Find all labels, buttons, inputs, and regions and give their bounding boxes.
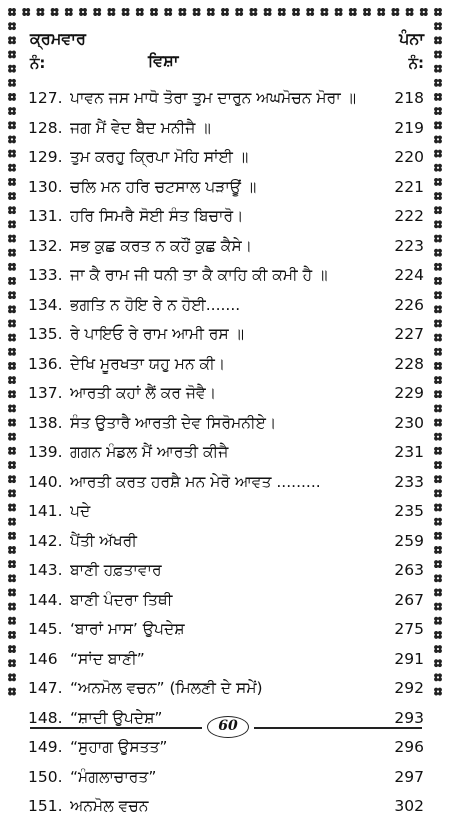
border-flower — [8, 518, 16, 526]
border-flower — [434, 645, 442, 653]
border-flower — [107, 8, 115, 16]
item-page: 231 — [394, 443, 424, 461]
list-item — [28, 114, 424, 144]
list-item — [28, 291, 424, 321]
border-flower — [434, 348, 442, 356]
item-number: 141. — [28, 502, 63, 520]
page-column-header: ਪੰਨਾ — [399, 29, 424, 48]
item-title: “ਮੰਗਲਾਚਾਰਤ” — [70, 767, 157, 786]
border-flower — [434, 489, 442, 497]
item-number: 144. — [28, 590, 63, 609]
border-flower — [434, 518, 442, 526]
border-flower — [434, 475, 442, 483]
item-page: 230 — [394, 413, 424, 432]
item-title: ਅਨਮੋਲ ਵਚਨ — [70, 797, 149, 815]
border-flower — [8, 419, 16, 427]
border-flower — [434, 504, 442, 512]
border-flower — [434, 235, 442, 243]
border-flower — [434, 617, 442, 625]
border-flower — [8, 390, 16, 398]
border-flower — [434, 206, 442, 214]
item-title: ਪਦੇ — [70, 502, 91, 520]
list-item — [28, 645, 424, 675]
border-flower — [8, 348, 16, 356]
list-item — [28, 674, 424, 704]
list-item — [28, 379, 424, 409]
border-flower — [434, 93, 442, 101]
item-page: 218 — [394, 89, 424, 107]
page-column-subheader: ਨੰ: — [408, 54, 424, 72]
border-flower — [434, 659, 442, 667]
border-flower — [434, 404, 442, 412]
border-flower — [221, 8, 229, 16]
border-flower — [8, 362, 16, 370]
border-flower — [8, 206, 16, 214]
border-flower — [122, 8, 130, 16]
border-flower — [434, 178, 442, 186]
border-flower — [434, 376, 442, 384]
border-flower — [93, 8, 101, 16]
footer-rule-right — [254, 727, 422, 729]
item-page: 296 — [394, 738, 424, 756]
border-flower — [434, 51, 442, 59]
item-title: ਜਗ ਮੈਂ ਵੇਦ ਬੈਦ ਮਨੀਜੈ ॥ — [70, 118, 211, 137]
border-flower — [278, 8, 286, 16]
item-page: 291 — [394, 649, 424, 668]
border-flower — [8, 447, 16, 455]
item-page: 233 — [394, 472, 424, 491]
item-page: 263 — [394, 561, 424, 579]
border-flower — [434, 631, 442, 639]
item-page: 302 — [394, 797, 424, 815]
item-title: ‘ਬਾਰਾਂ ਮਾਸ’ ਉਪਦੇਸ਼ — [70, 620, 185, 638]
list-item — [28, 350, 424, 380]
page-footer — [0, 715, 450, 741]
item-number: 150. — [28, 767, 63, 786]
border-flower — [8, 475, 16, 483]
border-flower — [434, 8, 442, 16]
item-title: ਹਰਿ ਸਿਮਰੈ ਸੋਈ ਸੰਤ ਬਿਚਾਰੋ। — [70, 207, 244, 225]
border-flower — [8, 659, 16, 667]
border-flower — [8, 51, 16, 59]
border-flower — [8, 93, 16, 101]
border-flower — [8, 121, 16, 129]
border-flower — [264, 8, 272, 16]
border-flower — [8, 79, 16, 87]
item-number: 149. — [28, 738, 63, 756]
border-flower — [65, 8, 73, 16]
border-flower — [8, 461, 16, 469]
border-flower — [434, 249, 442, 257]
border-flower — [8, 164, 16, 172]
border-flower — [434, 588, 442, 596]
item-page: 226 — [394, 295, 424, 314]
item-number: 147. — [28, 679, 63, 697]
border-flower — [207, 8, 215, 16]
item-title: “ਅਨਮੋਲ ਵਚਨ” (ਮਿਲਣੀ ਦੇ ਸਮੇਂ) — [70, 679, 263, 697]
item-number: 137. — [28, 384, 63, 402]
item-number: 151. — [28, 797, 63, 815]
border-flower — [8, 560, 16, 568]
item-title: ਸੰਤ ਉਤਾਰੈ ਆਰਤੀ ਦੇਵ ਸਿਰੋਮਨੀਏ। — [70, 413, 277, 432]
item-number: 145. — [28, 620, 63, 638]
item-title: ਆਰਤੀ ਕਹਾਂ ਲੈਂ ਕਰ ਜੋਵੈ। — [70, 384, 217, 402]
item-page: 235 — [394, 502, 424, 520]
item-page: 292 — [394, 679, 424, 697]
item-number: 146 — [28, 649, 58, 668]
border-flower — [8, 631, 16, 639]
item-title: ਜਾ ਕੈ ਰਾਮ ਜੀ ਧਨੀ ਤਾ ਕੈ ਕਾਹਿ ਕੀ ਕਮੀ ਹੈ ॥ — [70, 266, 328, 284]
border-flower — [8, 150, 16, 158]
list-item — [28, 173, 424, 203]
item-number: 148. — [28, 708, 63, 727]
border-flower — [150, 8, 158, 16]
item-number: 128. — [28, 118, 63, 137]
border-flower — [8, 688, 16, 696]
item-number: 127. — [28, 89, 63, 107]
footer-rule-left — [30, 727, 202, 729]
item-title: ਤੁਮ ਕਰਹੁ ਕ੍ਰਿਪਾ ਮੋਹਿ ਸਾਂਈ ॥ — [70, 148, 249, 166]
item-number: 129. — [28, 148, 63, 166]
table-header — [30, 28, 424, 74]
item-number: 136. — [28, 354, 63, 373]
item-page: 222 — [394, 207, 424, 225]
border-flower — [8, 305, 16, 313]
border-flower — [434, 121, 442, 129]
item-number: 138. — [28, 413, 63, 432]
border-flower — [434, 79, 442, 87]
border-flower — [434, 305, 442, 313]
border-flower — [434, 546, 442, 554]
list-item — [28, 438, 424, 468]
border-flower — [434, 334, 442, 342]
item-page: 267 — [394, 590, 424, 609]
list-item — [28, 792, 424, 822]
border-flower — [434, 291, 442, 299]
border-flower — [434, 36, 442, 44]
border-flower — [8, 433, 16, 441]
border-flower — [434, 220, 442, 228]
item-number: 142. — [28, 531, 63, 550]
border-flower — [434, 164, 442, 172]
border-flower — [434, 603, 442, 611]
list-item — [28, 527, 424, 557]
border-flower — [178, 8, 186, 16]
border-flower — [51, 8, 59, 16]
border-flower — [22, 8, 30, 16]
list-item — [28, 763, 424, 793]
item-page: 221 — [394, 177, 424, 196]
border-flower — [249, 8, 257, 16]
item-number: 132. — [28, 236, 63, 255]
list-item — [28, 615, 424, 645]
border-flower — [8, 277, 16, 285]
border-flower — [8, 617, 16, 625]
border-flower — [434, 532, 442, 540]
item-page: 229 — [394, 384, 424, 402]
item-page: 293 — [394, 708, 424, 727]
border-flower — [434, 574, 442, 582]
border-flower — [335, 8, 343, 16]
item-title: ਚਲਿ ਮਨ ਹਰਿ ਚਟਸਾਲ ਪੜਾਊਂ ॥ — [70, 177, 257, 196]
border-flower — [8, 36, 16, 44]
border-flower — [434, 107, 442, 115]
border-flower — [8, 588, 16, 596]
border-flower — [434, 192, 442, 200]
item-number: 139. — [28, 443, 63, 461]
border-flower — [306, 8, 314, 16]
item-title: ਪਾਵਨ ਜਸ ਮਾਧੋ ਤੋਰਾ ਤੁਮ ਦਾਰੁਨ ਅਘਮੋਚਨ ਮੋਰਾ ॥ — [70, 89, 357, 107]
border-flower — [434, 560, 442, 568]
list-item — [28, 468, 424, 498]
border-flower — [434, 65, 442, 73]
border-flower — [292, 8, 300, 16]
item-number: 143. — [28, 561, 63, 579]
border-flower — [8, 220, 16, 228]
border-flower — [434, 135, 442, 143]
border-flower — [434, 673, 442, 681]
contents-list — [28, 84, 424, 822]
border-flower — [8, 376, 16, 384]
serial-column-subheader: ਨੰ: — [30, 54, 46, 72]
border-flower — [320, 8, 328, 16]
border-flower — [235, 8, 243, 16]
list-item — [28, 409, 424, 439]
item-number: 131. — [28, 207, 63, 225]
list-item — [28, 261, 424, 291]
border-flower — [8, 8, 16, 16]
border-flower — [434, 263, 442, 271]
item-title: ਬਾਣੀ ਪੰਦਰਾ ਤਿਥੀ — [70, 590, 173, 609]
item-title: ਪੈਂਤੀ ਅੱਖਰੀ — [70, 531, 137, 550]
list-item — [28, 202, 424, 232]
list-item — [28, 143, 424, 173]
border-flower — [8, 546, 16, 554]
border-flower — [406, 8, 414, 16]
item-page: 219 — [394, 118, 424, 137]
list-item — [28, 556, 424, 586]
border-flower — [193, 8, 201, 16]
list-item — [28, 84, 424, 114]
border-flower — [8, 645, 16, 653]
border-flower — [8, 320, 16, 328]
border-flower — [8, 135, 16, 143]
border-flower — [434, 22, 442, 30]
item-title: “ਸਾਂਦ ਬਾਣੀ” — [70, 649, 145, 668]
list-item — [28, 586, 424, 616]
border-flower — [349, 8, 357, 16]
serial-column-header: ਕ੍ਰਮਵਾਰ — [30, 29, 86, 48]
border-flower — [8, 603, 16, 611]
item-title: ਦੇਖਿ ਮੂਰਖਤਾ ਯਹੁ ਮਨ ਕੀ। — [70, 354, 226, 373]
item-title: “ਸੁਹਾਗ ਉਸਤਤ” — [70, 738, 168, 756]
item-title: ਗਗਨ ਮੰਡਲ ਮੈਂ ਆਰਤੀ ਕੀਜੈ — [70, 443, 229, 461]
item-title: ਰੇ ਪਾਇਓ ਰੇ ਰਾਮ ਆਮੀ ਰਸ ॥ — [70, 325, 245, 343]
item-number: 130. — [28, 177, 63, 196]
list-item — [28, 232, 424, 262]
border-flower — [434, 320, 442, 328]
border-flower — [420, 8, 428, 16]
border-flower — [8, 22, 16, 30]
border-flower — [434, 419, 442, 427]
border-flower — [8, 65, 16, 73]
item-page: 223 — [394, 236, 424, 255]
item-number: 133. — [28, 266, 63, 284]
border-flower — [8, 574, 16, 582]
border-flower — [434, 277, 442, 285]
border-flower — [8, 291, 16, 299]
border-flower — [391, 8, 399, 16]
item-page: 275 — [394, 620, 424, 638]
item-page: 227 — [394, 325, 424, 343]
border-flower — [164, 8, 172, 16]
border-flower — [36, 8, 44, 16]
item-title: “ਸ਼ਾਦੀ ਉਪਦੇਸ਼” — [70, 708, 163, 727]
border-flower — [434, 150, 442, 158]
item-page: 228 — [394, 354, 424, 373]
border-flower — [8, 334, 16, 342]
border-flower — [8, 504, 16, 512]
border-flower — [8, 249, 16, 257]
border-flower — [377, 8, 385, 16]
item-page: 297 — [394, 767, 424, 786]
border-flower — [8, 489, 16, 497]
border-flower — [8, 235, 16, 243]
border-flower — [8, 404, 16, 412]
border-flower — [8, 178, 16, 186]
border-flower — [434, 461, 442, 469]
list-item — [28, 320, 424, 350]
item-page: 259 — [394, 531, 424, 550]
border-flower — [8, 673, 16, 681]
border-flower — [434, 688, 442, 696]
border-flower — [136, 8, 144, 16]
item-number: 134. — [28, 295, 63, 314]
item-number: 140. — [28, 472, 63, 491]
list-item — [28, 497, 424, 527]
item-number: 135. — [28, 325, 63, 343]
border-flower — [8, 532, 16, 540]
border-flower — [434, 433, 442, 441]
item-page: 224 — [394, 266, 424, 284]
page-number: 60 — [207, 716, 249, 738]
border-flower — [8, 107, 16, 115]
border-flower — [434, 362, 442, 370]
border-flower — [8, 263, 16, 271]
item-title: ਬਾਣੀ ਹਫ਼ਤਾਵਾਰ — [70, 561, 162, 579]
border-flower — [363, 8, 371, 16]
border-flower — [434, 447, 442, 455]
subject-column-header: ਵਿਸ਼ਾ — [148, 51, 179, 70]
item-title: ਆਰਤੀ ਕਰਤ ਹਰਸ਼ੈ ਮਨ ਮੇਰੋ ਆਵਤ ......... — [70, 472, 321, 491]
border-flower — [8, 192, 16, 200]
border-flower — [79, 8, 87, 16]
border-flower — [434, 390, 442, 398]
item-title: ਸਭ ਕੁਛ ਕਰਤ ਨ ਕਹੌਂ ਕੁਛ ਕੈਸੇ। — [70, 236, 253, 255]
item-title: ਭਗਤਿ ਨ ਹੋਇ ਰੇ ਨ ਹੋਈ....... — [70, 295, 241, 314]
item-page: 220 — [394, 148, 424, 166]
